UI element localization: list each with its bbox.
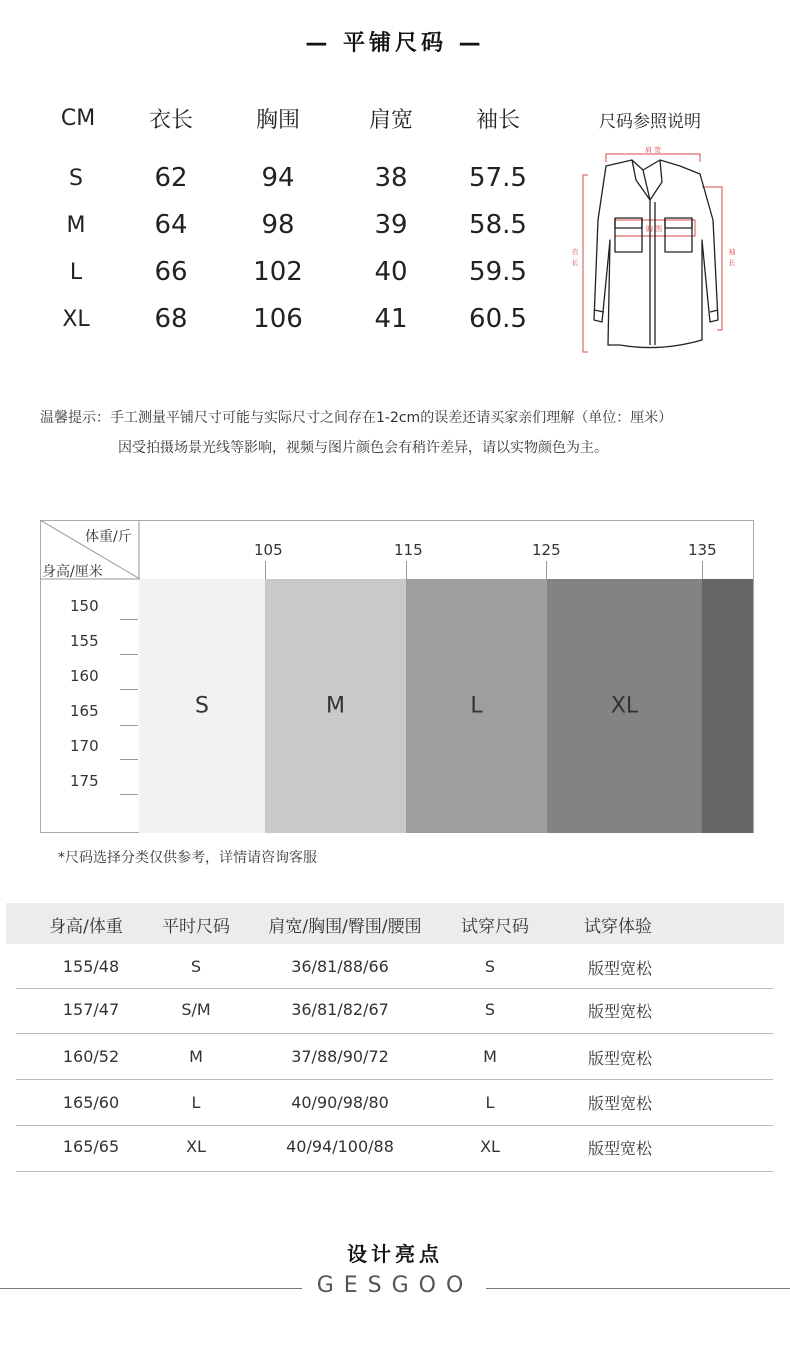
- band-xxl: [702, 579, 753, 833]
- tryon-cell: M: [483, 1047, 497, 1066]
- height-axis-header: 身高/厘米: [42, 564, 103, 580]
- tryon-cell: S: [190, 957, 202, 976]
- color-note: 因受拍摄场景光线等影响，视频与图片颜色会有稍许差异，请以实物颜色为主。: [118, 440, 608, 456]
- row-divider: [16, 1171, 773, 1172]
- tryon-cell: 157/47: [62, 1000, 120, 1019]
- tryon-cell: 165/60: [62, 1093, 120, 1112]
- tryon-cell: S: [484, 957, 496, 976]
- weight-tick-label: 115: [394, 541, 423, 559]
- col-header-shoulder: 肩宽: [368, 108, 413, 133]
- col-header-chest: 胸围: [255, 108, 300, 133]
- shirt-diagram: [570, 140, 750, 360]
- band-label: M: [326, 693, 345, 719]
- tryon-cell: S: [484, 1000, 496, 1019]
- height-tick-label: 155: [70, 632, 99, 650]
- tryon-cell: 160/52: [62, 1047, 120, 1066]
- col-header-cm: CM: [60, 106, 96, 131]
- size-reference-label: 尺码参照说明: [599, 112, 701, 132]
- weight-tick: [406, 561, 407, 579]
- tryon-cell: L: [191, 1093, 201, 1112]
- size-label: S: [69, 166, 83, 191]
- height-tick: [120, 689, 138, 690]
- tryon-cell: 36/81/88/66: [291, 957, 389, 976]
- size-label: XL: [62, 307, 90, 332]
- col-header-sleeve: 袖长: [475, 108, 520, 133]
- height-tick-label: 165: [70, 702, 99, 720]
- length-label-1: 衣: [571, 248, 579, 256]
- chest-value: 102: [253, 257, 303, 287]
- height-tick: [120, 794, 138, 795]
- shoulder-label: 肩 宽: [644, 146, 662, 154]
- length-value: 66: [154, 257, 188, 287]
- measurement-note: 温馨提示：手工测量平铺尺寸可能与实际尺寸之间存在1-2cm的误差还请买家亲们理解（单位：厘米）: [40, 410, 673, 426]
- band-label: L: [470, 693, 483, 719]
- weight-tick-label: 135: [688, 541, 717, 559]
- band-label: S: [195, 693, 209, 719]
- size-label: L: [69, 260, 83, 285]
- tryon-cell: 36/81/82/67: [291, 1000, 389, 1019]
- shoulder-value: 40: [374, 257, 408, 287]
- shoulder-value: 38: [374, 163, 408, 193]
- row-divider: [16, 988, 773, 989]
- length-value: 64: [154, 210, 188, 240]
- tryon-cell: 40/94/100/88: [286, 1137, 394, 1156]
- shoulder-value: 39: [374, 210, 408, 240]
- tryon-cell: L: [485, 1093, 495, 1112]
- tryon-cell: 版型宽松: [587, 1139, 652, 1158]
- tryon-header-experience: 试穿体验: [584, 917, 652, 937]
- row-divider: [16, 1125, 773, 1126]
- weight-tick-label: 105: [254, 541, 283, 559]
- weight-tick: [702, 561, 703, 579]
- tryon-cell: 版型宽松: [587, 1094, 652, 1113]
- tryon-header-tried-size: 试穿尺码: [461, 917, 529, 937]
- section-title: 设计亮点: [347, 1242, 443, 1266]
- band-label: XL: [610, 693, 639, 719]
- length-value: 62: [154, 163, 188, 193]
- page-title: — 平铺尺码 —: [305, 31, 485, 56]
- height-tick: [120, 619, 138, 620]
- tryon-cell: 155/48: [62, 957, 120, 976]
- tryon-cell: XL: [186, 1137, 206, 1156]
- chest-value: 106: [253, 304, 303, 334]
- length-label-2: 长: [571, 259, 579, 267]
- weight-tick-label: 125: [532, 541, 561, 559]
- band-xl: [547, 579, 702, 833]
- height-tick-label: 170: [70, 737, 99, 755]
- sleeve-value: 57.5: [469, 163, 527, 193]
- chart-footnote: *尺码选择分类仅供参考，详情请咨询客服: [58, 850, 317, 866]
- height-tick: [120, 725, 138, 726]
- tryon-header-measurements: 肩宽/胸围/臀围/腰围: [268, 917, 422, 937]
- height-tick: [120, 759, 138, 760]
- weight-axis-header: 体重/斤: [85, 529, 132, 545]
- brand-name: GESGOO: [316, 1273, 474, 1298]
- weight-tick: [546, 561, 547, 579]
- tryon-header-usual-size: 平时尺码: [162, 917, 230, 937]
- band-s: [139, 579, 265, 833]
- shoulder-value: 41: [374, 304, 408, 334]
- height-tick: [120, 654, 138, 655]
- tryon-cell: M: [189, 1047, 203, 1066]
- height-tick-label: 175: [70, 772, 99, 790]
- size-label: M: [66, 213, 86, 238]
- brand-divider-right: [486, 1288, 790, 1289]
- tryon-cell: 版型宽松: [587, 1002, 652, 1021]
- height-tick-label: 160: [70, 667, 99, 685]
- height-tick-label: 150: [70, 597, 99, 615]
- tryon-header-body: 身高/体重: [49, 917, 123, 937]
- tryon-cell: S/M: [181, 1000, 211, 1019]
- col-header-length: 衣长: [148, 108, 193, 133]
- sleeve-value: 60.5: [469, 304, 527, 334]
- weight-tick: [265, 561, 266, 579]
- row-divider: [16, 1033, 773, 1034]
- tryon-cell: 165/65: [62, 1137, 120, 1156]
- length-value: 68: [154, 304, 188, 334]
- tryon-cell: 版型宽松: [587, 1049, 652, 1068]
- band-m: [265, 579, 406, 833]
- band-l: [406, 579, 547, 833]
- sleeve-value: 59.5: [469, 257, 527, 287]
- chest-value: 98: [261, 210, 295, 240]
- sleeve-value: 58.5: [469, 210, 527, 240]
- tryon-cell: 40/90/98/80: [291, 1093, 389, 1112]
- sleeve-label-1: 袖: [728, 248, 736, 256]
- tryon-cell: XL: [480, 1137, 500, 1156]
- tryon-cell: 版型宽松: [587, 959, 652, 978]
- chest-value: 94: [261, 163, 295, 193]
- sleeve-label-2: 长: [728, 259, 736, 267]
- chest-label: 胸 围: [645, 225, 663, 233]
- tryon-cell: 37/88/90/72: [291, 1047, 389, 1066]
- row-divider: [16, 1079, 773, 1080]
